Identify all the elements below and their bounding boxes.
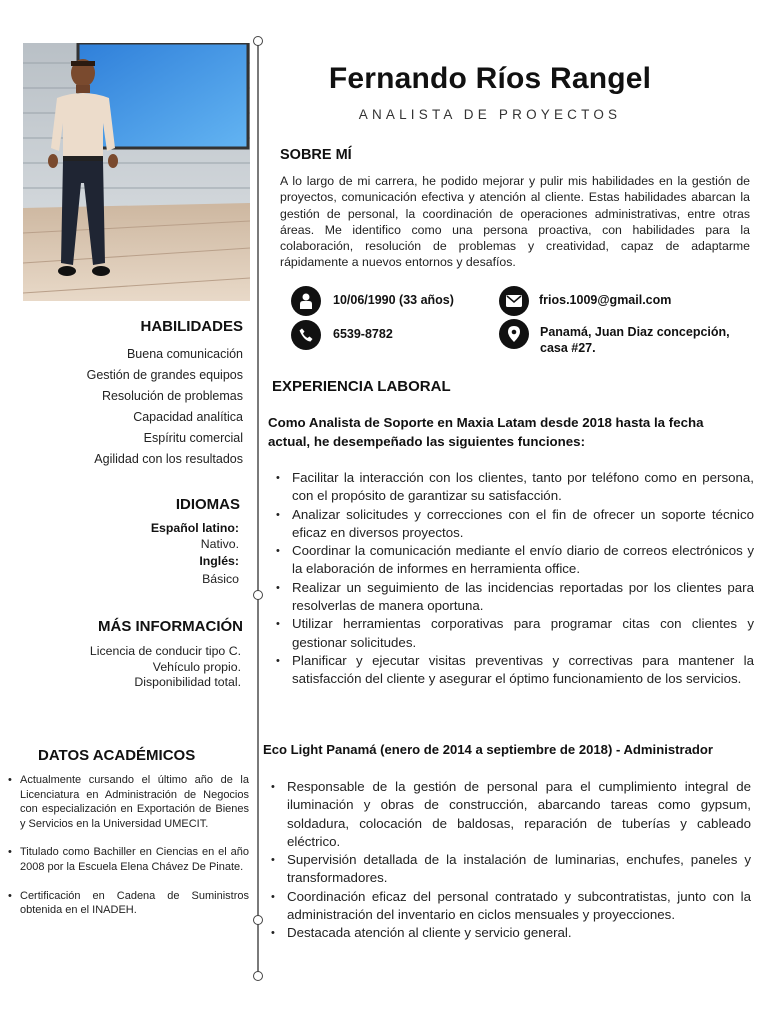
phone-number[interactable]: 6539-8782 bbox=[333, 327, 393, 341]
more-info-item: Vehículo propio. bbox=[152, 659, 241, 674]
phone-icon bbox=[291, 320, 321, 350]
duty-item: • Coordinación eficaz del personal contratado y subcontratistas, junto con la administración del inventario en ciclos mensuales y proyecciones. bbox=[271, 888, 751, 925]
language-level: Básico bbox=[202, 572, 239, 586]
skill-item: Espíritu comercial bbox=[143, 431, 243, 445]
skill-item: Agilidad con los resultados bbox=[94, 452, 243, 466]
skill-item: Resolución de problemas bbox=[101, 389, 243, 403]
duty-item: • Responsable de la gestión de personal para el cumplimiento integral de iluminación y obras de construcción, abarcando tareas como gypsum, soldadura, colocación de baldosas, reparación de tuberías y cableado eléctrico. bbox=[271, 778, 751, 851]
timeline-line bbox=[257, 41, 259, 976]
duty-item: • Analizar solicitudes y correcciones con el fin de ofrecer un soporte técnico eficaz en diversos proyectos. bbox=[276, 506, 754, 543]
job1-intro: Como Analista de Soporte en Maxia Latam desde 2018 hasta la fecha actual, he desempeñado las siguientes funciones: bbox=[268, 415, 704, 449]
duty-item: • Supervisión detallada de la instalación de luminarias, enchufes, paneles y transformadores. bbox=[271, 851, 751, 888]
candidate-name: Fernando Ríos Rangel bbox=[328, 62, 652, 95]
contact-phone bbox=[291, 320, 393, 350]
language-name: Inglés: bbox=[199, 554, 239, 568]
job2-title: Eco Light Panamá (enero de 2014 a septiembre de 2018) - Administrador bbox=[263, 742, 713, 757]
person-icon bbox=[291, 286, 321, 316]
address: Panamá, Juan Diaz concepción, casa #27. bbox=[540, 325, 730, 355]
birth-date: 10/06/1990 (33 años) bbox=[333, 293, 454, 307]
skills-title: HABILIDADES bbox=[140, 318, 243, 335]
mail-icon bbox=[499, 286, 529, 316]
more-info-title: MÁS INFORMACIÓN bbox=[98, 618, 243, 635]
about-title: SOBRE MÍ bbox=[280, 147, 352, 163]
location-pin-icon bbox=[499, 319, 529, 349]
academic-item: • Actualmente cursando el último año de la Licenciatura en Administración de Negocios con especialización en Exportación de Bienes y Servicios en la Universidad UMECIT. bbox=[8, 773, 249, 831]
language-name: Español latino: bbox=[150, 521, 239, 535]
email[interactable]: frios.1009@gmail.com bbox=[539, 293, 672, 307]
academic-title: DATOS ACADÉMICOS bbox=[38, 747, 196, 764]
language-level: Nativo. bbox=[200, 537, 239, 551]
skills-list bbox=[87, 344, 243, 470]
academic-item: • Titulado como Bachiller en Ciencias en el año 2008 por la Escuela Elena Chávez De Pinate. bbox=[8, 845, 249, 874]
languages-title: IDIOMAS bbox=[175, 496, 240, 513]
profile-photo bbox=[23, 43, 250, 301]
more-info-list bbox=[90, 644, 241, 691]
duty-item: • Facilitar la interacción con los clientes, tanto por teléfono como en persona, con el propósito de garantizar su satisfacción. bbox=[276, 469, 754, 506]
contact-address bbox=[499, 319, 760, 356]
duty-item: • Realizar un seguimiento de las incidencias reportadas por los clientes para resolverlas de manera oportuna. bbox=[276, 579, 754, 616]
contact-birth bbox=[291, 286, 454, 316]
skill-item: Buena comunicación bbox=[126, 347, 243, 361]
timeline-dot bbox=[253, 36, 263, 46]
academic-item: • Certificación en Cadena de Suministros obtenida en el INADEH. bbox=[8, 889, 249, 918]
more-info-item: Licencia de conducir tipo C. bbox=[89, 644, 241, 658]
academic-list bbox=[8, 773, 249, 932]
skill-item: Capacidad analítica bbox=[133, 410, 243, 424]
languages-list bbox=[151, 520, 239, 589]
job-title: ANALISTA DE PROYECTOS bbox=[358, 107, 622, 122]
about-text: A lo largo de mi carrera, he podido mejorar y pulir mis habilidades en la gestión de proyectos, comunicación efectiva y atención al cliente. Estas habilidades abarcan la gestión de personal, la coordinación de operaciones administrativas, entre otras áreas. Me identifico como una persona proactiva, con habilidades para la colaboración, resolución de problemas y creatividad, capaz de adaptarme rápidamente a nuevos entornos y desafíos. bbox=[280, 174, 750, 270]
job1-duties bbox=[276, 469, 754, 689]
duty-item: • Utilizar herramientas corporativas para programar citas con clientes y gestionar solicitudes. bbox=[276, 615, 754, 652]
timeline-dot bbox=[253, 590, 263, 600]
contact-email bbox=[499, 286, 671, 316]
experience-title: EXPERIENCIA LABORAL bbox=[272, 378, 451, 395]
skill-item: Gestión de grandes equipos bbox=[86, 368, 243, 382]
more-info-item: Disponibilidad total. bbox=[134, 675, 241, 689]
duty-item: • Destacada atención al cliente y servicio general. bbox=[271, 924, 751, 942]
timeline-dot bbox=[253, 915, 263, 925]
duty-item: • Coordinar la comunicación mediante el envío diario de correos electrónicos y la elaboración de informes en herramienta office. bbox=[276, 542, 754, 579]
job2-duties bbox=[271, 778, 751, 943]
duty-item: • Planificar y ejecutar visitas preventivas y correctivas para mantener la satisfacción del cliente y asegurar el óptimo funcionamiento de los servicios. bbox=[276, 652, 754, 689]
timeline-dot bbox=[253, 971, 263, 981]
